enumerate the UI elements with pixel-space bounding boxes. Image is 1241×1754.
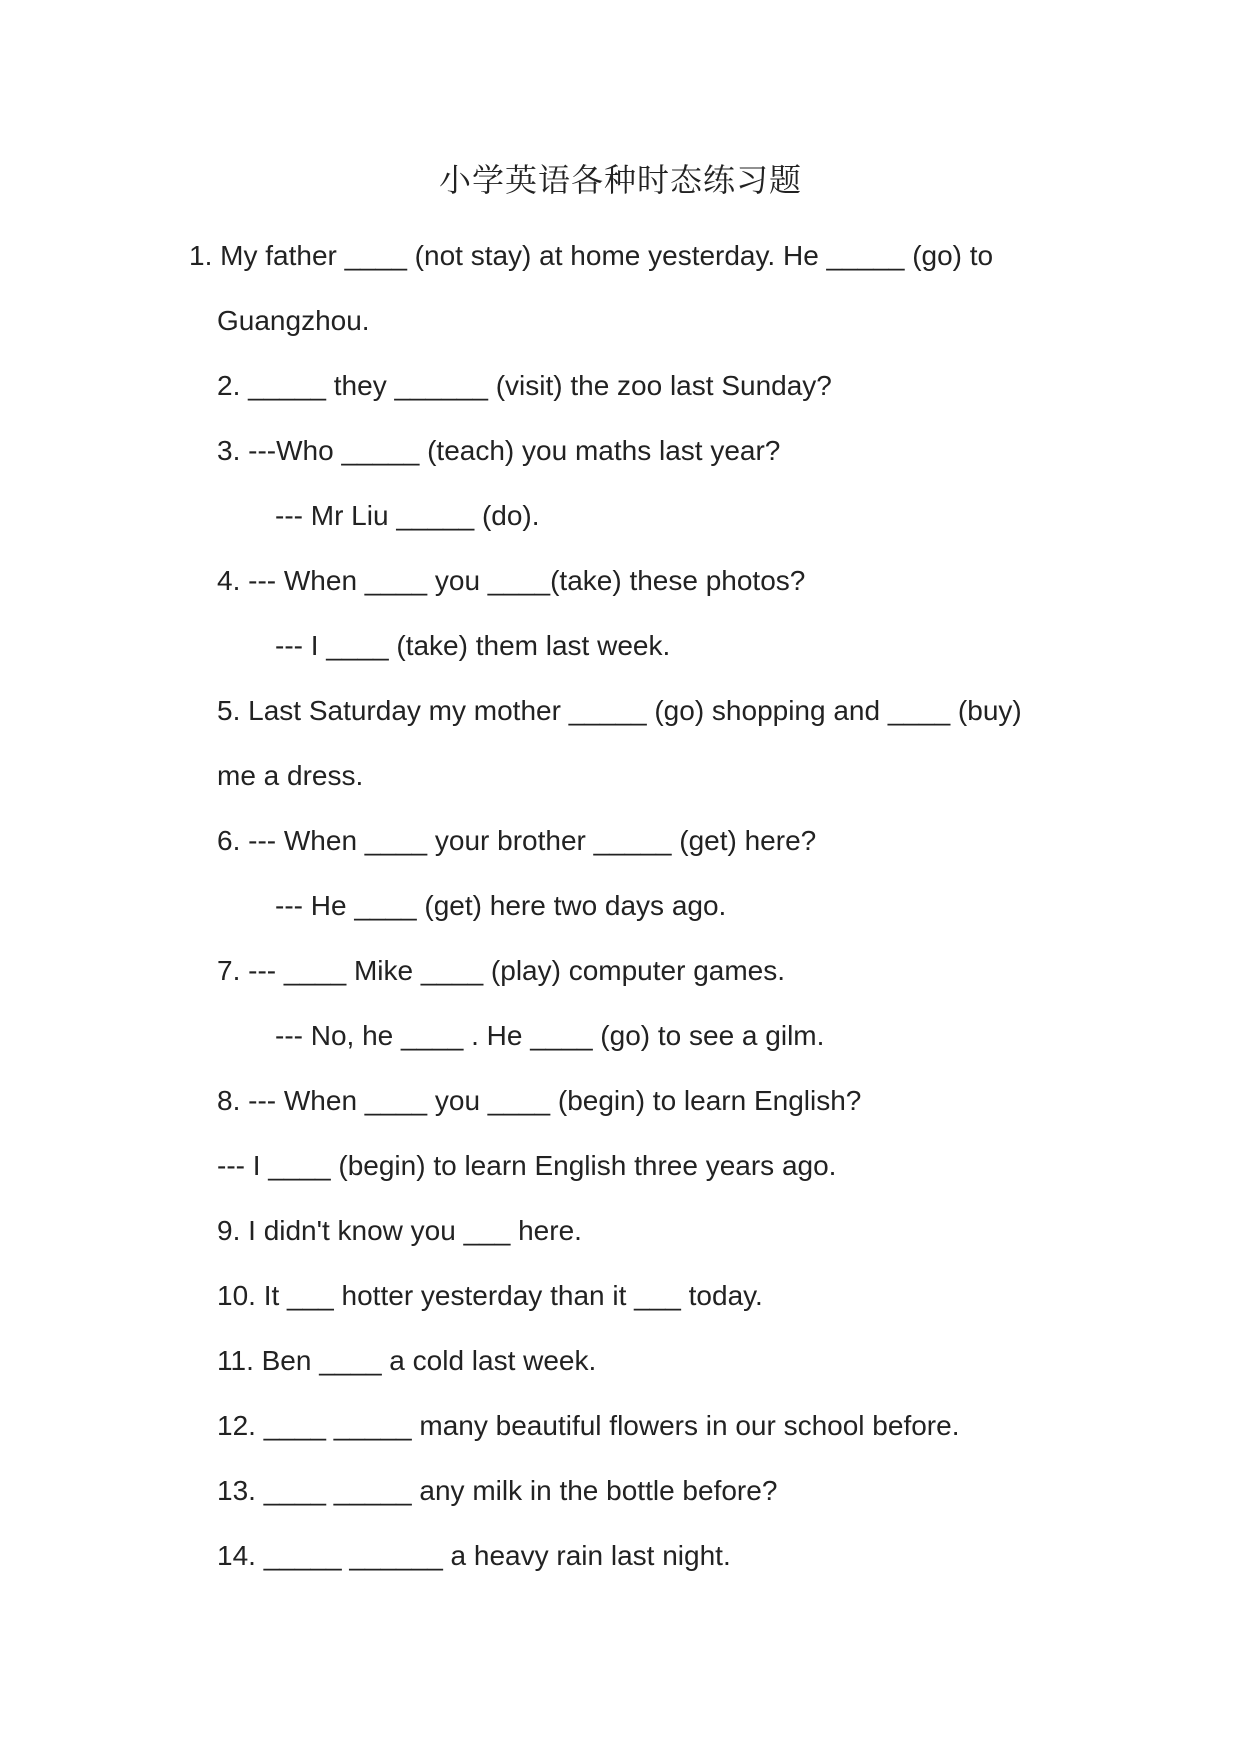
exercise-line: 9. I didn't know you ___ here. bbox=[217, 1215, 582, 1246]
exercise-line: 11. Ben ____ a cold last week. bbox=[217, 1345, 597, 1376]
exercise-line: 2. _____ they ______ (visit) the zoo last Sunday? bbox=[217, 370, 832, 401]
exercise-line: --- I ____ (begin) to learn English three years ago. bbox=[217, 1150, 837, 1181]
exercise-line: --- He ____ (get) here two days ago. bbox=[275, 890, 727, 921]
page-title: 小学英语各种时态练习题 bbox=[438, 161, 802, 199]
exercise-line: --- Mr Liu _____ (do). bbox=[275, 500, 540, 531]
exercise-line: 7. --- ____ Mike ____ (play) computer games. bbox=[217, 955, 786, 986]
exercise-line: 3. ---Who _____ (teach) you maths last year? bbox=[217, 435, 781, 466]
exercise-line: Guangzhou. bbox=[217, 305, 370, 336]
exercise-line: 1. My father ____ (not stay) at home yesterday. He _____ (go) to bbox=[189, 240, 994, 271]
exercise-line: --- I ____ (take) them last week. bbox=[275, 630, 671, 661]
exercise-line: 13. ____ _____ any milk in the bottle before? bbox=[217, 1475, 778, 1506]
exercise-line: 14. _____ ______ a heavy rain last night. bbox=[217, 1540, 731, 1571]
exercise-line: me a dress. bbox=[217, 760, 364, 791]
exercise-line: 4. --- When ____ you ____(take) these photos? bbox=[217, 565, 806, 596]
exercise-line: 5. Last Saturday my mother _____ (go) shopping and ____ (buy) bbox=[217, 695, 1022, 726]
exercise-line: 10. It ___ hotter yesterday than it ___ today. bbox=[217, 1280, 763, 1311]
exercise-line: 6. --- When ____ your brother _____ (get) here? bbox=[217, 825, 817, 856]
exercise-line: 8. --- When ____ you ____ (begin) to learn English? bbox=[217, 1085, 862, 1116]
exercise-line: --- No, he ____ . He ____ (go) to see a gilm. bbox=[275, 1020, 825, 1051]
exercise-line: 12. ____ _____ many beautiful flowers in our school before. bbox=[217, 1410, 960, 1441]
